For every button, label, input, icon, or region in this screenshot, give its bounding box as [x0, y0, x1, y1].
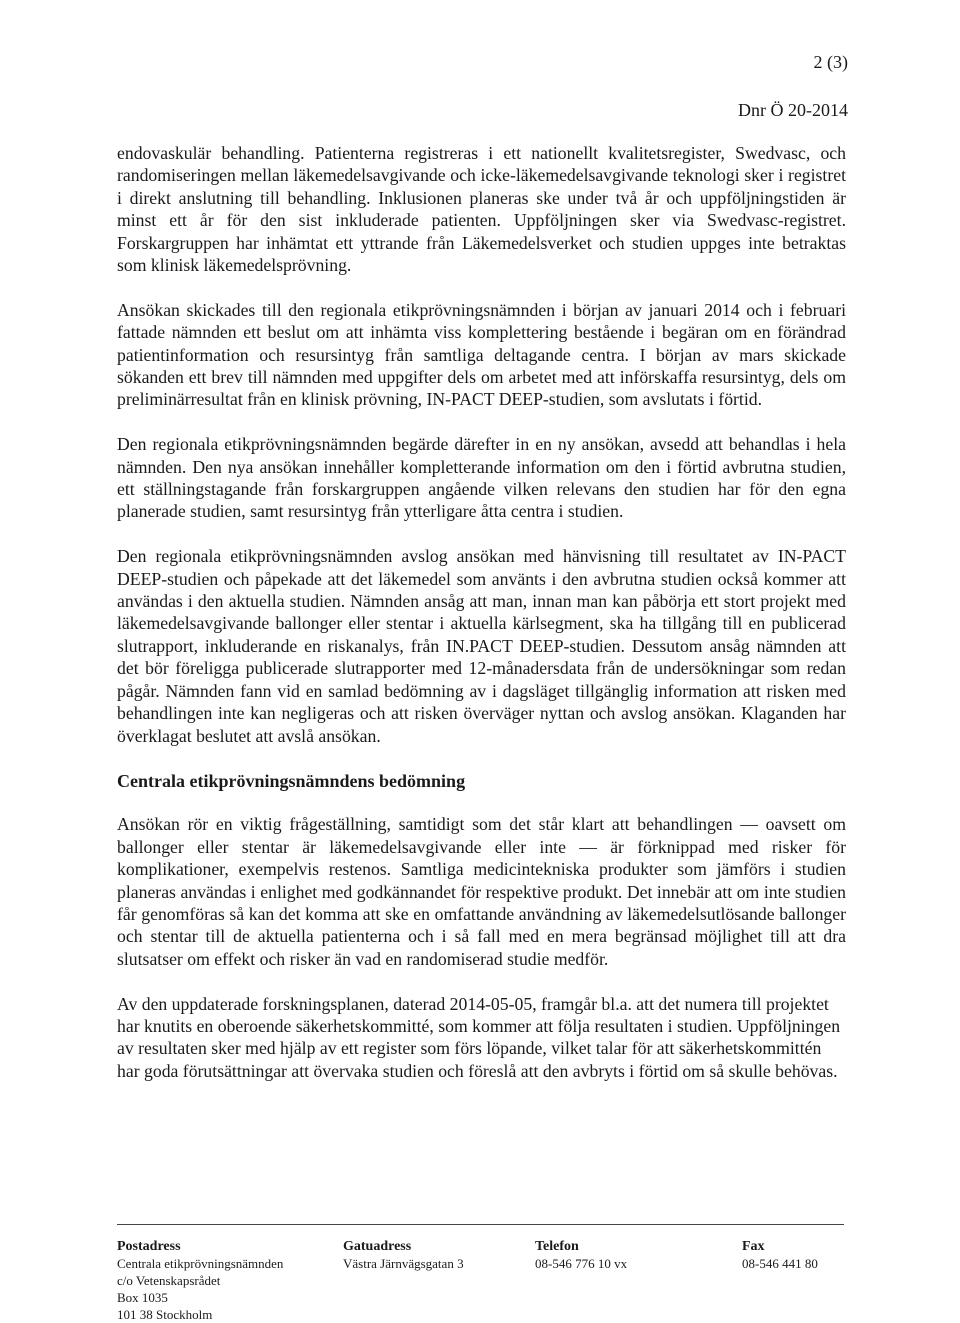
postadress-line: Box 1035 [117, 1290, 168, 1305]
document-reference-number: Dnr Ö 20-2014 [738, 100, 848, 120]
footer-telefon [535, 1238, 627, 1272]
page-number: 2 (3) [813, 52, 848, 72]
gatuadress-label: Gatuadress [343, 1239, 412, 1254]
section-heading: Centrala etikprövningsnämndens bedömning [117, 771, 466, 792]
postadress-line: c/o Vetenskapsrådet [117, 1273, 221, 1288]
postadress-line: 101 38 Stockholm [117, 1307, 213, 1322]
footer-postadress [117, 1238, 283, 1323]
fax-number: 08-546 441 80 [742, 1256, 818, 1271]
paragraph-3: Den regionala etikprövningsnämnden begärde därefter in en ny ansökan, avsedd att behandlas i hela nämnden. Den nya ansökan innehåller kompletterande information om den i förtid avbrutna studien, ett ställningstagande från forskargruppen angående vilken relevans den studien har för den egna planerade studien, samt resursintyg från ytterligare åtta centra i studien. [117, 434, 846, 522]
paragraph-4: Den regionala etikprövningsnämnden avslog ansökan med hänvisning till resultatet av IN-PACT DEEP-studien och påpekade att det läkemedel som använts i den avbrutna studien också kommer att användas i den aktuella studien. Nämnden ansåg att man, innan man kan påbörja ett stort projekt med läkemedelsavgivande ballonger eller stentar i aktuella kärlsegment, ska ha tillgång till en publicerad slutrapport, inkluderande en riskanalys, från IN.PACT DEEP-studien. Dessutom ansåg nämnden att det bör föreligga publicerade slutrapporter med 12-månadersdata från de undersökningar som redan pågår. Nämnden fann vid en samlad bedömning av i dagsläget tillgänglig information att risken med behandlingen inte kan negligeras och att risken överväger nyttan och avslog ansökan. Klaganden har överklagat beslutet att avslå ansökan. [117, 546, 846, 746]
footer-fax [742, 1238, 818, 1272]
gatuadress-line: Västra Järnvägsgatan 3 [343, 1256, 464, 1271]
telefon-number: 08-546 776 10 vx [535, 1256, 628, 1271]
postadress-line: Centrala etikprövningsnämnden [117, 1256, 284, 1271]
postadress-label: Postadress [117, 1239, 181, 1254]
document-body [117, 142, 846, 1105]
section-paragraph-2: Av den uppdaterade forskningsplanen, daterad 2014-05-05, framgår bl.a. att det numera till projektet har knutits en oberoende säkerhetskommitté, som kommer att följa resultaten i studien. Uppföljningen av resultaten sker med hjälp av ett register som förs löpande, vilket talar för att säkerhetskommittén har goda förutsättningar att övervaka studien och föreslå att den avbryts i förtid om så skulle behövas. [117, 993, 841, 1081]
fax-label: Fax [742, 1239, 765, 1254]
paragraph-1: endovaskulär behandling. Patienterna registreras i ett nationellt kvalitetsregister, Swedvasc, och randomiseringen mellan läkemedelsavgivande och icke-läkemedelsavgivande teknologi sker i registret i direkt anslutning till behandling. Inklusionen planeras ske under två år och uppföljningstiden är minst ett år för den sist inkluderade patienten. Uppföljningen sker via Swedvasc-registret. Forskargruppen har inhämtat ett yttrande från Läkemedelsverket och studien uppges inte betraktas som klinisk läkemedelsprövning. [117, 143, 846, 276]
telefon-label: Telefon [535, 1239, 579, 1254]
section-paragraph-1: Ansökan rör en viktig frågeställning, samtidigt som det står klart att behandlingen — oavsett om ballonger eller stentar är läkemedelsavgivande eller inte — är förknippad med risker för komplikationer, exempelvis restenos. Samtliga medicintekniska produkter som jämförs i studien planeras användas i enlighet med godkännandet för respektive produkt. Det innebär att om inte studien får genomföras så kan det komma att ske en omfattande användning av läkemedelsutlösande ballonger och stentar till de aktuella patienterna och i så fall med en mera begränsad möjlighet till att dra slutsatser om effekt och risker än vad en randomiserad studie medför. [117, 814, 846, 969]
paragraph-2: Ansökan skickades till den regionala etikprövningsnämnden i början av januari 2014 och i februari fattade nämnden ett beslut om att inhämta viss komplettering bestående i begäran om en förändrad patientinformation och resursintyg från samtliga deltagande centra. I början av mars skickade sökanden ett brev till nämnden med uppgifter dels om arbetet med att införskaffa resursintyg, dels om preliminärresultat från en klinisk prövning, IN-PACT DEEP-studien, som avslutats i förtid. [117, 299, 846, 410]
letterhead-footer [117, 1224, 844, 1322]
footer-gatuadress [343, 1238, 464, 1272]
